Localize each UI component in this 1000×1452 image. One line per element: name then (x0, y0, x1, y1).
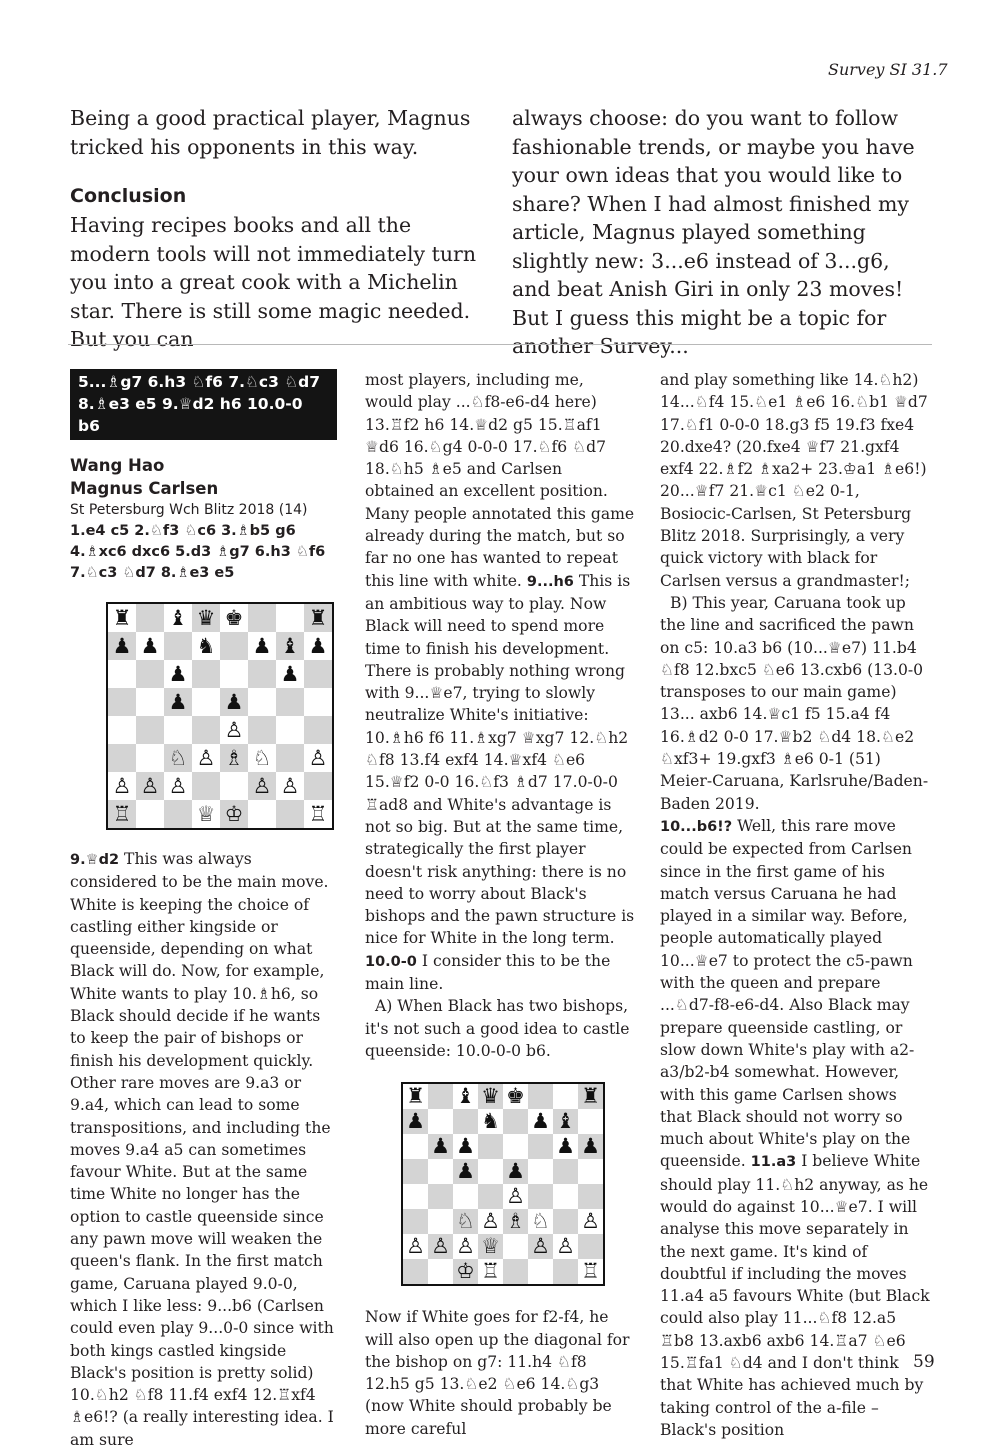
board-square (478, 1134, 503, 1159)
board-square (403, 1209, 428, 1234)
board-square (578, 1184, 603, 1209)
chess-piece: ♟ (403, 1109, 428, 1134)
chess-piece: ♚ (503, 1084, 528, 1109)
board-square (453, 1184, 478, 1209)
section-divider (68, 344, 932, 345)
board-square (192, 716, 220, 744)
annotation-paragraph (70, 848, 337, 1451)
annotation-paragraph: Now if White goes for f2-f4, he will also open up the diagonal for the bishop on g7: 11.h4 ♘f8 12.h5 g5 13.♘e2 ♘e6 14.♘g3 (now White should probably be more careful (365, 1308, 630, 1438)
chess-piece: ♛ (478, 1084, 503, 1109)
chess-piece: ♟ (164, 688, 192, 716)
board-square (192, 772, 220, 800)
opening-moves: 1.e4 c5 2.♘f3 ♘c6 3.♗b5 g6 4.♗xc6 dxc6 5.d3 ♗g7 6.h3 ♘f6 7.♘c3 ♘d7 8.♗e3 e5 (70, 523, 326, 581)
chess-piece: ♙ (453, 1234, 478, 1259)
chess-piece: ♙ (304, 744, 332, 772)
variation-b: B) This year, Caruana took up the line and sacrificed the pawn on c5: 10.a3 b6 (10...♕e7) 11.b4 ♘f8 12.bxc5 ♘e6 13.cxb6 (13.0-0 transposes to our main game) 13... axb6 14.♕c1 f5 15.a4 f4 16.♗d2 0-0 17.♕b2 ♘d4 18.♘e2 ♘xf3+ 19.gxf3 ♗e6 0-1 (51) Meier-Caruana, Karlsruhe/Baden-Baden 2019. (660, 593, 929, 813)
board-square (276, 716, 304, 744)
annotation-text: This is an ambitious way to play. Now Black will need to spend more time to finish his development. There is probably nothing wrong with 9...♕e7, trying to slowly neutralize White's initiative: 10.♗h6 f6 11.♗xg7 ♕xg7 12.♘h2 ♘f8 13.f4 exf4 14.♕xf4 ♘e6 15.♕f2 0-0 16.♘f3 ♗d7 17.0-0-0 ♖ad8 and White's advantage is not so big. But at the same time, strategically the first player doesn't risk anything: there is no need to worry about Black's bishops and the pawn structure is nice for White in the long term. (365, 571, 635, 948)
chess-piece: ♔ (220, 800, 248, 828)
line-heading-row: 8.♗e3 e5 9.♕d2 h6 10.0-0 b6 (78, 395, 303, 435)
board-square (304, 660, 332, 688)
board-square (553, 1084, 578, 1109)
chess-piece: ♘ (528, 1209, 553, 1234)
board-square (136, 800, 164, 828)
chess-piece: ♝ (453, 1084, 478, 1109)
board-square (164, 716, 192, 744)
board-square (428, 1109, 453, 1134)
board-square (248, 604, 276, 632)
chess-piece: ♙ (164, 772, 192, 800)
board-square (403, 1159, 428, 1184)
chess-piece: ♟ (136, 632, 164, 660)
chess-piece: ♞ (478, 1109, 503, 1134)
board-square (578, 1159, 603, 1184)
board-square (276, 604, 304, 632)
board-square (276, 800, 304, 828)
chess-piece: ♖ (478, 1259, 503, 1284)
board-square (248, 800, 276, 828)
board-square (528, 1084, 553, 1109)
chess-piece: ♚ (220, 604, 248, 632)
move-highlight: 10.0-0 (365, 953, 417, 970)
chess-piece: ♘ (164, 744, 192, 772)
board-square (108, 744, 136, 772)
board-square (553, 1209, 578, 1234)
chess-piece: ♗ (220, 744, 248, 772)
annotation-text: Well, this rare move could be expected from Carlsen since in the first game of his match versus Caruana he had played in a similar way. Before, people automatically played 10...♕e7 to protect the c5-pawn with the queen and prepare ...♘d7-f8-e6-d4. Also Black may prepare queenside castling, or slow down White's play with a2-a3/b2-b4 somewhat. However, with this game Carlsen shows that Black should not worry so much about White's play on the queenside. (660, 816, 915, 1171)
chess-piece: ♖ (304, 800, 332, 828)
board-square (403, 1134, 428, 1159)
board-square (248, 688, 276, 716)
board-square (553, 1259, 578, 1284)
chess-piece: ♕ (478, 1234, 503, 1259)
chess-piece: ♜ (108, 604, 136, 632)
board-square (528, 1259, 553, 1284)
chess-piece: ♝ (553, 1109, 578, 1134)
chess-piece: ♞ (192, 632, 220, 660)
board-square (220, 632, 248, 660)
board-square (503, 1109, 528, 1134)
column-2 (365, 369, 635, 1440)
annotation-text: most players, including me, would play ...♘f8-e6-d4 here) 13.♖f2 h6 14.♕d2 g5 15.♖af1 ♕d6 16.♘g4 0-0-0 17.♘f6 ♘d7 18.♘h5 ♗e5 and Carlsen obtained an excellent position. Many people annotated this game already during the match, but so far no one has wanted to repeat this line with white. (365, 371, 635, 590)
running-header: Survey SI 31.7 (828, 60, 948, 79)
board-square (136, 660, 164, 688)
chess-piece: ♟ (220, 688, 248, 716)
chess-piece: ♙ (478, 1209, 503, 1234)
board-square (403, 1259, 428, 1284)
board-square (478, 1184, 503, 1209)
board-square (108, 716, 136, 744)
conclusion-paragraph: Having recipes books and all the modern tools will not immediately turn you into a great cook with a Michelin star. There is still some magic needed. But you can (70, 213, 477, 351)
intro-paragraph: Being a good practical player, Magnus tricked his opponents in this way. (70, 106, 471, 159)
board-square (428, 1259, 453, 1284)
board-square (164, 632, 192, 660)
column-1 (70, 369, 337, 1451)
chess-piece: ♟ (453, 1159, 478, 1184)
chess-piece: ♙ (428, 1234, 453, 1259)
board-square (428, 1184, 453, 1209)
chess-piece: ♜ (578, 1084, 603, 1109)
chess-piece: ♙ (578, 1209, 603, 1234)
board-square (276, 688, 304, 716)
chess-piece: ♕ (192, 800, 220, 828)
line-heading-box (70, 369, 337, 440)
annotation-paragraph (660, 815, 932, 1441)
board-square (136, 604, 164, 632)
chess-piece: ♗ (503, 1209, 528, 1234)
board-square (304, 772, 332, 800)
annotation-text: I consider this to be the main line. (365, 951, 611, 994)
chess-piece: ♙ (136, 772, 164, 800)
board-square (453, 1109, 478, 1134)
annotation-paragraph (365, 369, 635, 995)
board-square (304, 688, 332, 716)
board-square (108, 688, 136, 716)
board-square (304, 716, 332, 744)
chess-piece: ♟ (304, 632, 332, 660)
board-square (503, 1259, 528, 1284)
board-square (528, 1159, 553, 1184)
move-highlight: 9...h6 (526, 573, 574, 590)
board-square (553, 1159, 578, 1184)
conclusion-continued: always choose: do you want to follow fashionable trends, or maybe you have your own ideas that you would like to share? When I had almost finished my article, Magnus played something slightly new: 3...e6 instead of 3...g6, and beat Anish Giri in only 23 moves! But I guess this might be a topic for another Survey... (512, 106, 915, 358)
board-square (164, 800, 192, 828)
board-square (503, 1134, 528, 1159)
event-info: St Petersburg Wch Blitz 2018 (14) (70, 502, 308, 518)
chess-piece: ♝ (276, 632, 304, 660)
chess-diagram-2 (401, 1082, 605, 1286)
chess-piece: ♘ (453, 1209, 478, 1234)
board-square (528, 1184, 553, 1209)
chess-piece: ♛ (192, 604, 220, 632)
chess-piece: ♟ (428, 1134, 453, 1159)
chess-piece: ♙ (528, 1234, 553, 1259)
board-square (403, 1184, 428, 1209)
board-square (553, 1184, 578, 1209)
board-square (428, 1084, 453, 1109)
chess-piece: ♙ (220, 716, 248, 744)
chess-piece: ♜ (304, 604, 332, 632)
board-square (578, 1109, 603, 1134)
chess-piece: ♟ (248, 632, 276, 660)
conclusion-heading: Conclusion (70, 185, 187, 207)
move-highlight: 11.a3 (750, 1154, 797, 1171)
chess-piece: ♙ (553, 1234, 578, 1259)
line-heading-row: 5...♗g7 6.h3 ♘f6 7.♘c3 ♘d7 (78, 373, 321, 391)
chess-piece: ♜ (403, 1084, 428, 1109)
board-square (428, 1159, 453, 1184)
chess-piece: ♝ (164, 604, 192, 632)
chess-piece: ♙ (403, 1234, 428, 1259)
board-square (478, 1159, 503, 1184)
board-square (503, 1234, 528, 1259)
chess-piece: ♙ (276, 772, 304, 800)
top-left-column (70, 104, 480, 354)
board-square (192, 688, 220, 716)
move-highlight: 10...b6!? (660, 818, 733, 835)
black-player: Magnus Carlsen (70, 479, 219, 498)
top-right-column (512, 104, 932, 361)
chess-piece: ♔ (453, 1259, 478, 1284)
chess-piece: ♟ (453, 1134, 478, 1159)
chess-piece: ♟ (276, 660, 304, 688)
chess-piece: ♙ (503, 1184, 528, 1209)
chess-piece: ♙ (248, 772, 276, 800)
chess-piece: ♘ (248, 744, 276, 772)
board-square (276, 744, 304, 772)
board-square (578, 1234, 603, 1259)
board-square (136, 688, 164, 716)
annotation-text: I believe White should play 11.♘h2 anyway, as he would do against 10...♕e7. I will analyse this move separately in the next game. It's kind of doubtful if including the moves 11.a4 a5 favours White (but Black could also play 11...♘f8 12.a5 ♖b8 13.axb6 axb6 14.♖a7 ♘e6 15.♖fa1 ♘d4 and I don't think that White has achieved much by taking control of the a-file – Black's position (660, 1152, 930, 1439)
board-square (248, 660, 276, 688)
column-3 (660, 369, 932, 1441)
board-square (248, 716, 276, 744)
chess-piece: ♖ (578, 1259, 603, 1284)
board-square (192, 660, 220, 688)
chess-piece: ♟ (553, 1134, 578, 1159)
board-square (136, 744, 164, 772)
board-square (220, 772, 248, 800)
chess-piece: ♙ (192, 744, 220, 772)
chess-diagram-1 (106, 602, 334, 830)
board-square (136, 716, 164, 744)
board-square (528, 1134, 553, 1159)
board-square (428, 1209, 453, 1234)
page-number: 59 (913, 1352, 935, 1372)
white-player: Wang Hao (70, 456, 165, 475)
chess-piece: ♟ (503, 1159, 528, 1184)
chess-piece: ♙ (108, 772, 136, 800)
annotation-paragraph: and play something like 14.♘h2) 14...♘f4 15.♘e1 ♗e6 16.♘b1 ♕d7 17.♘f1 0-0-0 18.g3 f5 19.f3 fxe4 20.dxe4? (20.fxe4 ♕f7 21.gxf4 exf4 22.♗f2 ♗xa2+ 23.♔a1 ♗e6!) 20...♕f7 21.♕c1 ♘e2 0-1, Bosiocic-Carlsen, St Petersburg Blitz 2018. Surprisingly, a very quick victory with black for Carlsen versus a grandmaster!; (660, 371, 928, 590)
move-highlight: 9.♕d2 (70, 852, 120, 868)
board-square (220, 660, 248, 688)
chess-piece: ♖ (108, 800, 136, 828)
chess-piece: ♟ (578, 1134, 603, 1159)
chess-piece: ♟ (164, 660, 192, 688)
annotation-text: This was always considered to be the main move. White is keeping the choice of castling either kingside or queenside, depending on what Black will do. Now, for example, White wants to play 10.♗h6, so Black should decide if he wants to keep the pair of bishops or finish his development quickly. Other rare moves are 9.a3 or 9.a4, which can lead to some transpositions, and including the moves 9.a4 a5 can sometimes favour White. But at the same time White no longer has the option to castle queenside since any pawn move will weaken the queen's flank. In the first match game, Caruana played 9.0-0, which I like less: 9...b6 (Carlsen could even play 9...0-0 since with both kings castled kingside Black's position is pretty solid) 10.♘h2 ♘f8 11.f4 exf4 12.♖xf4 ♗e6!? (a really interesting idea. I am sure (70, 850, 334, 1449)
variation-a: A) When Black has two bishops, it's not such a good idea to castle queenside: 10.0-0-0 b6. (365, 997, 630, 1060)
board-square (108, 660, 136, 688)
chess-piece: ♟ (108, 632, 136, 660)
chess-piece: ♟ (528, 1109, 553, 1134)
